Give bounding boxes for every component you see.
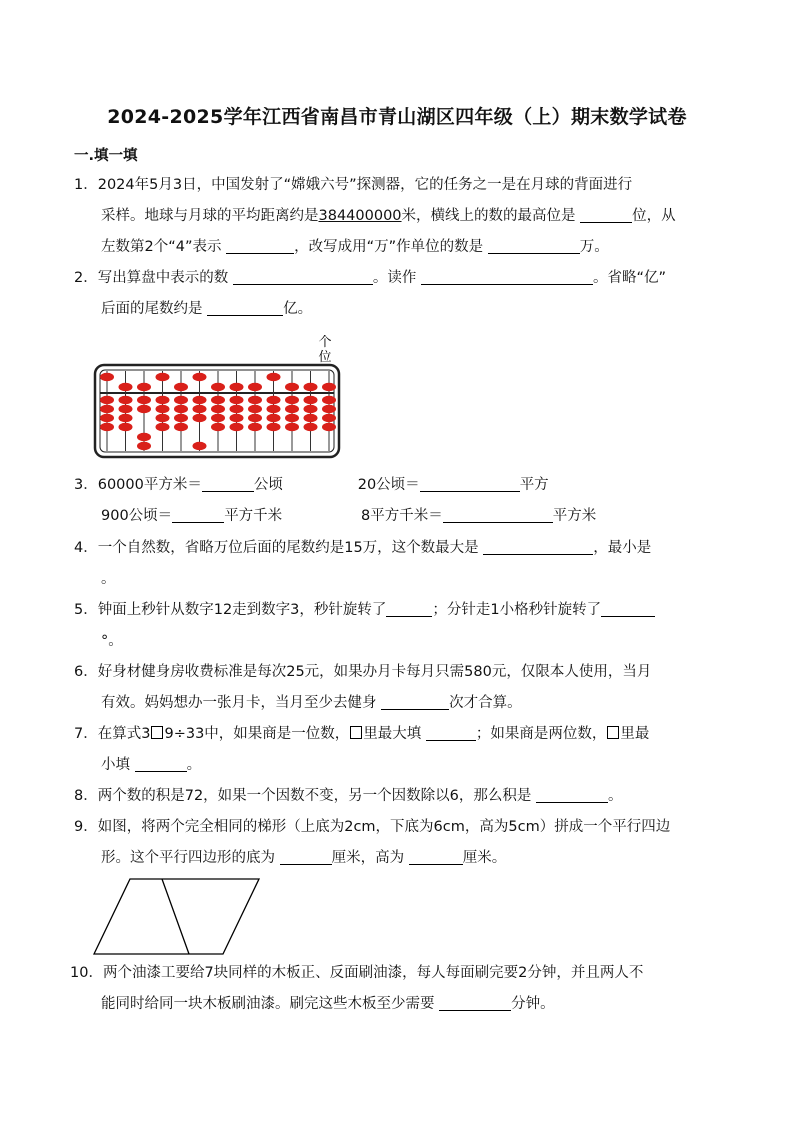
question-number: 5． [74,602,98,618]
question-text: 亿。 [283,301,313,317]
unit-text: 平方千米 [224,508,283,524]
question-number: 6． [74,664,98,680]
question-text: 在算式3 [97,726,151,742]
question-number: 7． [74,726,98,742]
question-number: 3． [74,477,98,493]
abacus-lower-bead [193,414,207,422]
answer-blank[interactable] [580,205,632,223]
abacus-lower-bead [304,414,318,422]
question-text: 里最大填 [363,726,422,742]
abacus-lower-bead [285,405,299,413]
abacus-upper-bead [248,383,262,391]
question-text: 采样。地球与月球的平均距离约是 [101,208,319,224]
question-number: 2． [74,270,98,286]
abacus-lower-bead [322,405,336,413]
question-text: 厘米。 [462,850,507,866]
abacus-upper-bead [211,383,225,391]
answer-blank[interactable] [409,847,463,865]
abacus-lower-bead [248,423,262,431]
question-text: 好身材健身房收费标准是每次25元，如果办月卡每月只需580元，仅限本人使用，当月 [97,664,652,680]
underlined-number: 384400000 [318,208,402,224]
question-text: 9÷33中，如果商是一位数， [164,726,350,742]
abacus-upper-bead [285,383,299,391]
abacus-lower-bead [137,433,151,441]
question-text: 小填 [101,757,130,773]
answer-blank[interactable] [536,785,608,803]
abacus-lower-bead [100,414,114,422]
answer-blank[interactable] [386,599,432,617]
question-text: ；如果商是两位数， [475,726,607,742]
answer-blank[interactable] [233,267,373,285]
parallelogram-figure [93,876,263,956]
abacus-lower-bead [322,414,336,422]
abacus-lower-bead [193,442,207,450]
answer-blank[interactable] [381,692,449,710]
blank-box-icon [151,726,163,739]
abacus-lower-bead [211,396,225,404]
abacus-lower-bead [137,442,151,450]
question-text: 次才合算。 [449,695,522,711]
abacus-lower-bead [267,414,281,422]
abacus-lower-bead [304,405,318,413]
abacus-lower-bead [230,405,244,413]
question-5 [74,595,724,657]
abacus-lower-bead [156,396,170,404]
answer-blank[interactable] [483,537,593,555]
abacus-lower-bead [304,396,318,404]
trapezoid-divider [162,879,189,954]
section-heading: 一.填一填 [74,148,138,164]
abacus-lower-bead [211,414,225,422]
question-6 [74,657,724,719]
answer-blank[interactable] [135,754,187,772]
abacus-lower-bead [137,405,151,413]
blank-box-icon [350,726,362,739]
abacus-lower-bead [248,414,262,422]
answer-blank[interactable] [202,474,254,492]
question-text: 米，横线上的数的最高位是 [401,208,576,224]
question-text: 900公顷＝ [101,508,173,524]
abacus-lower-bead [156,423,170,431]
answer-blank[interactable] [172,505,224,523]
answer-blank[interactable] [488,236,580,254]
question-3 [74,470,724,532]
abacus-upper-bead [267,373,281,381]
question-number: 10． [70,965,103,981]
abacus-lower-bead [174,405,188,413]
question-2 [74,263,724,325]
answer-blank[interactable] [601,599,655,617]
question-number: 1． [74,177,98,193]
question-text: 钟面上秒针从数字12走到数字3，秒针旋转了 [97,602,387,618]
page-title: 2024-2025学年江西省南昌市青山湖区四年级（上）期末数学试卷 [107,106,687,128]
abacus-lower-bead [119,423,133,431]
abacus-lower-bead [304,423,318,431]
question-text: 有效。妈妈想办一张月卡，当月至少去健身 [101,695,377,711]
answer-blank[interactable] [421,267,593,285]
question-4 [74,533,724,595]
question-text: 里最 [620,726,650,742]
question-text: 左数第2个“4”表示 [101,239,222,255]
abacus-upper-bead [119,383,133,391]
abacus-lower-bead [174,414,188,422]
abacus-upper-bead [304,383,318,391]
blank-box-icon [607,726,619,739]
question-text: 能同时给同一块木板刷油漆。刷完这些木板至少需要 [101,996,435,1012]
abacus-upper-bead [100,373,114,381]
question-text: 厘米，高为 [331,850,405,866]
question-text: 位，从 [632,208,676,224]
question-text: ；分针走1小格秒针旋转了 [432,602,602,618]
abacus-lower-bead [193,396,207,404]
abacus-lower-bead [119,405,133,413]
question-text: 两个油漆工要给7块同样的木板正、反面刷油漆，每人每面刷完要2分钟，并且两人不 [102,965,644,981]
abacus-lower-bead [322,396,336,404]
question-text: 形。这个平行四边形的底为 [101,850,275,866]
question-text: 分钟。 [511,996,555,1012]
abacus-lower-bead [156,414,170,422]
question-text: 后面的尾数约是 [101,301,203,317]
abacus-lower-bead [137,396,151,404]
abacus-lower-bead [119,414,133,422]
abacus-label-ge: 个 [318,335,332,350]
question-text: 。 [186,757,202,773]
abacus-lower-bead [267,405,281,413]
abacus-lower-bead [174,396,188,404]
question-text: 写出算盘中表示的数 [97,270,229,286]
abacus-lower-bead [211,423,225,431]
abacus-lower-bead [100,423,114,431]
abacus-upper-bead [156,373,170,381]
abacus-lower-bead [230,414,244,422]
abacus-figure [93,335,343,460]
question-1 [74,170,724,263]
abacus-lower-bead [267,423,281,431]
answer-blank[interactable] [443,505,553,523]
abacus-lower-bead [285,396,299,404]
question-7 [74,719,724,781]
question-number: 9． [74,819,98,835]
question-text: 60000平方米＝ [97,477,202,493]
abacus-lower-bead [248,396,262,404]
abacus-lower-bead [211,405,225,413]
question-text: 如图，将两个完全相同的梯形（上底为2cm，下底为6cm，高为5cm）拼成一个平行四边 [97,819,671,835]
question-text: 2024年5月3日，中国发射了“嫦娥六号”探测器，它的任务之一是在月球的背面进行 [97,177,633,193]
abacus-upper-bead [137,383,151,391]
question-text: 8平方千米＝ [361,508,443,524]
unit-text: 公顷 [253,477,283,493]
abacus-lower-bead [285,423,299,431]
question-text: 万。 [579,239,609,255]
question-text: 一个自然数，省略万位后面的尾数约是15万，这个数最大是 [97,540,479,556]
abacus-upper-bead [193,373,207,381]
abacus-lower-bead [248,405,262,413]
question-text: ，最小是 [593,540,652,556]
answer-blank[interactable] [439,993,511,1011]
abacus-lower-bead [267,396,281,404]
question-text: 。省略“亿” [592,270,666,286]
question-text: 20公顷＝ [357,477,420,493]
abacus-lower-bead [119,396,133,404]
question-9 [74,812,724,874]
question-text: 两个数的积是72，如果一个因数不变，另一个因数除以6，那么积是 [97,788,532,804]
answer-blank[interactable] [207,298,283,316]
parallelogram-outline [94,879,259,954]
abacus-upper-bead [174,383,188,391]
question-text: ，改写成用“万”作单位的数是 [294,239,484,255]
answer-blank[interactable] [280,847,332,865]
abacus-upper-bead [322,383,336,391]
question-10 [70,958,724,1020]
answer-blank[interactable] [420,474,520,492]
abacus-lower-bead [174,423,188,431]
abacus-lower-bead [156,405,170,413]
answer-blank[interactable] [426,723,476,741]
unit-text: 平方米 [552,508,597,524]
abacus-lower-bead [230,423,244,431]
question-8 [74,781,724,812]
abacus-lower-bead [100,405,114,413]
answer-blank[interactable] [226,236,294,254]
abacus-label-wei: 位 [318,350,332,365]
question-text: 。 [608,788,623,804]
abacus-lower-bead [285,414,299,422]
question-text: 。读作 [372,270,417,286]
abacus-lower-bead [193,405,207,413]
abacus-lower-bead [322,423,336,431]
unit-text: 平方 [519,477,549,493]
question-number: 8． [74,788,98,804]
abacus-upper-bead [230,383,244,391]
abacus-lower-bead [230,396,244,404]
question-text: 。 [101,571,116,587]
abacus-lower-bead [100,396,114,404]
question-text: °。 [101,633,123,649]
question-number: 4． [74,540,98,556]
